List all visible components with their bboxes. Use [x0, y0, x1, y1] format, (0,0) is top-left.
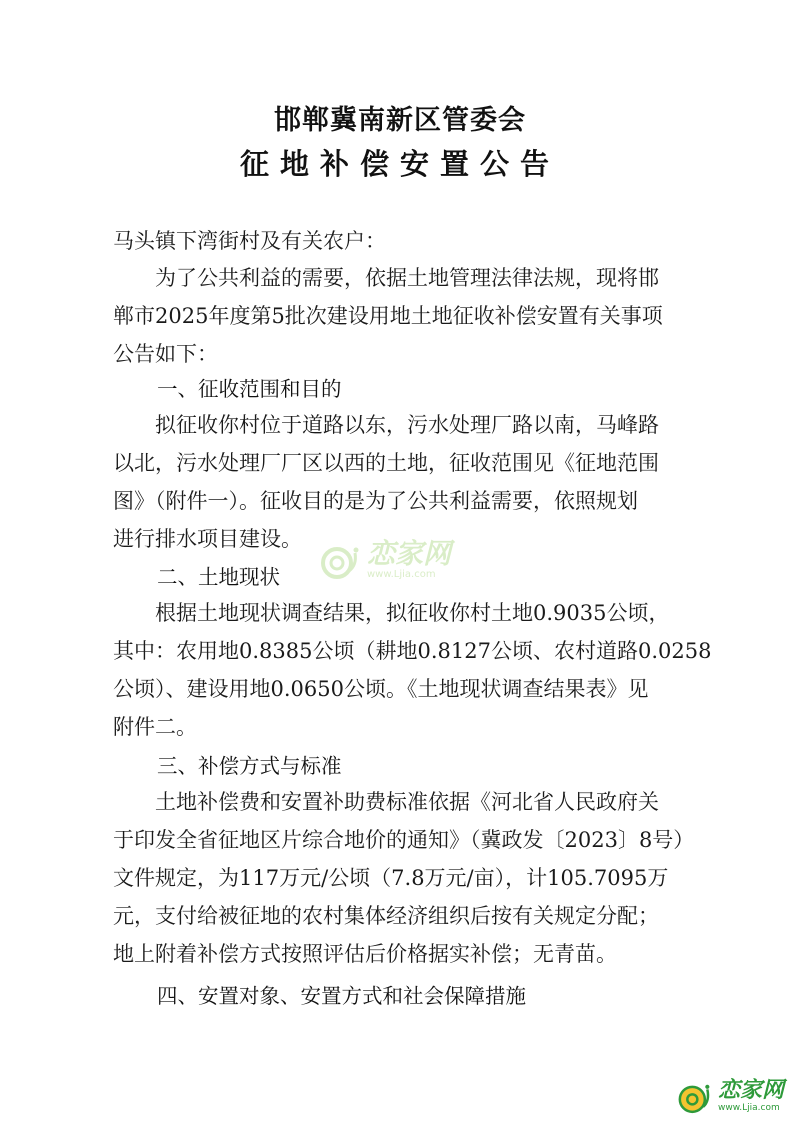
section-heading-2: 二、土地现状 [157, 565, 280, 589]
intro-line: 郸市2025年度第5批次建设用地土地征收补偿安置有关事项 [113, 304, 663, 328]
salutation: 马头镇下湾街村及有关农户： [113, 229, 386, 253]
corner-watermark-brand: 恋家网 [717, 1077, 784, 1103]
section-3-line: 于印发全省征地区片综合地价的通知》（冀政发〔2023〕8号） [113, 828, 695, 852]
issuing-organization: 邯郸冀南新区管委会 [274, 105, 526, 136]
corner-watermark [674, 1076, 784, 1116]
section-1-line: 以北，污水处理厂厂区以西的土地，征收范围见《征地范围 [113, 451, 659, 475]
section-2-line: 其中：农用地0.8385公顷（耕地0.8127公顷、农村道路0.0258 [113, 639, 712, 663]
snail-logo-icon [674, 1076, 714, 1116]
section-3-line: 元，支付给被征地的农村集体经济组织后按有关规定分配； [113, 904, 659, 928]
section-1-line: 拟征收你村位于道路以东，污水处理厂路以南，马峰路 [155, 413, 659, 437]
snail-logo-icon [315, 535, 363, 583]
section-3-line: 土地补偿费和安置补助费标准依据《河北省人民政府关 [155, 790, 659, 814]
section-2-line: 公顷）、建设用地0.0650公顷。《土地现状调查结果表》见 [113, 677, 649, 701]
watermark [315, 535, 451, 583]
corner-watermark-url: www.Ljia.com [717, 1102, 780, 1113]
section-1-line: 进行排水项目建设。 [113, 527, 302, 551]
section-3-line: 文件规定，为117万元/公顷（7.8万元/亩），计105.7095万 [113, 866, 669, 890]
section-2-line: 附件二。 [113, 715, 197, 739]
watermark-url: www.Ljia.com [367, 568, 436, 580]
watermark-brand: 恋家网 [367, 536, 452, 570]
section-2-line: 根据土地现状调查结果，拟征收你村土地0.9035公顷， [155, 601, 670, 625]
section-1-line: 图》（附件一）。征收目的是为了公共利益需要，依照规划 [113, 489, 638, 513]
section-heading-4: 四、安置对象、安置方式和社会保障措施 [157, 984, 526, 1008]
section-heading-3: 三、补偿方式与标准 [157, 754, 342, 778]
intro-line: 公告如下： [113, 342, 218, 366]
section-heading-1: 一、征收范围和目的 [157, 377, 342, 401]
notice-title: 征地补偿安置公告 [239, 147, 560, 181]
section-3-line: 地上附着补偿方式按照评估后价格据实补偿；无青苗。 [113, 942, 617, 966]
intro-line: 为了公共利益的需要，依据土地管理法律法规，现将邯 [155, 266, 659, 290]
